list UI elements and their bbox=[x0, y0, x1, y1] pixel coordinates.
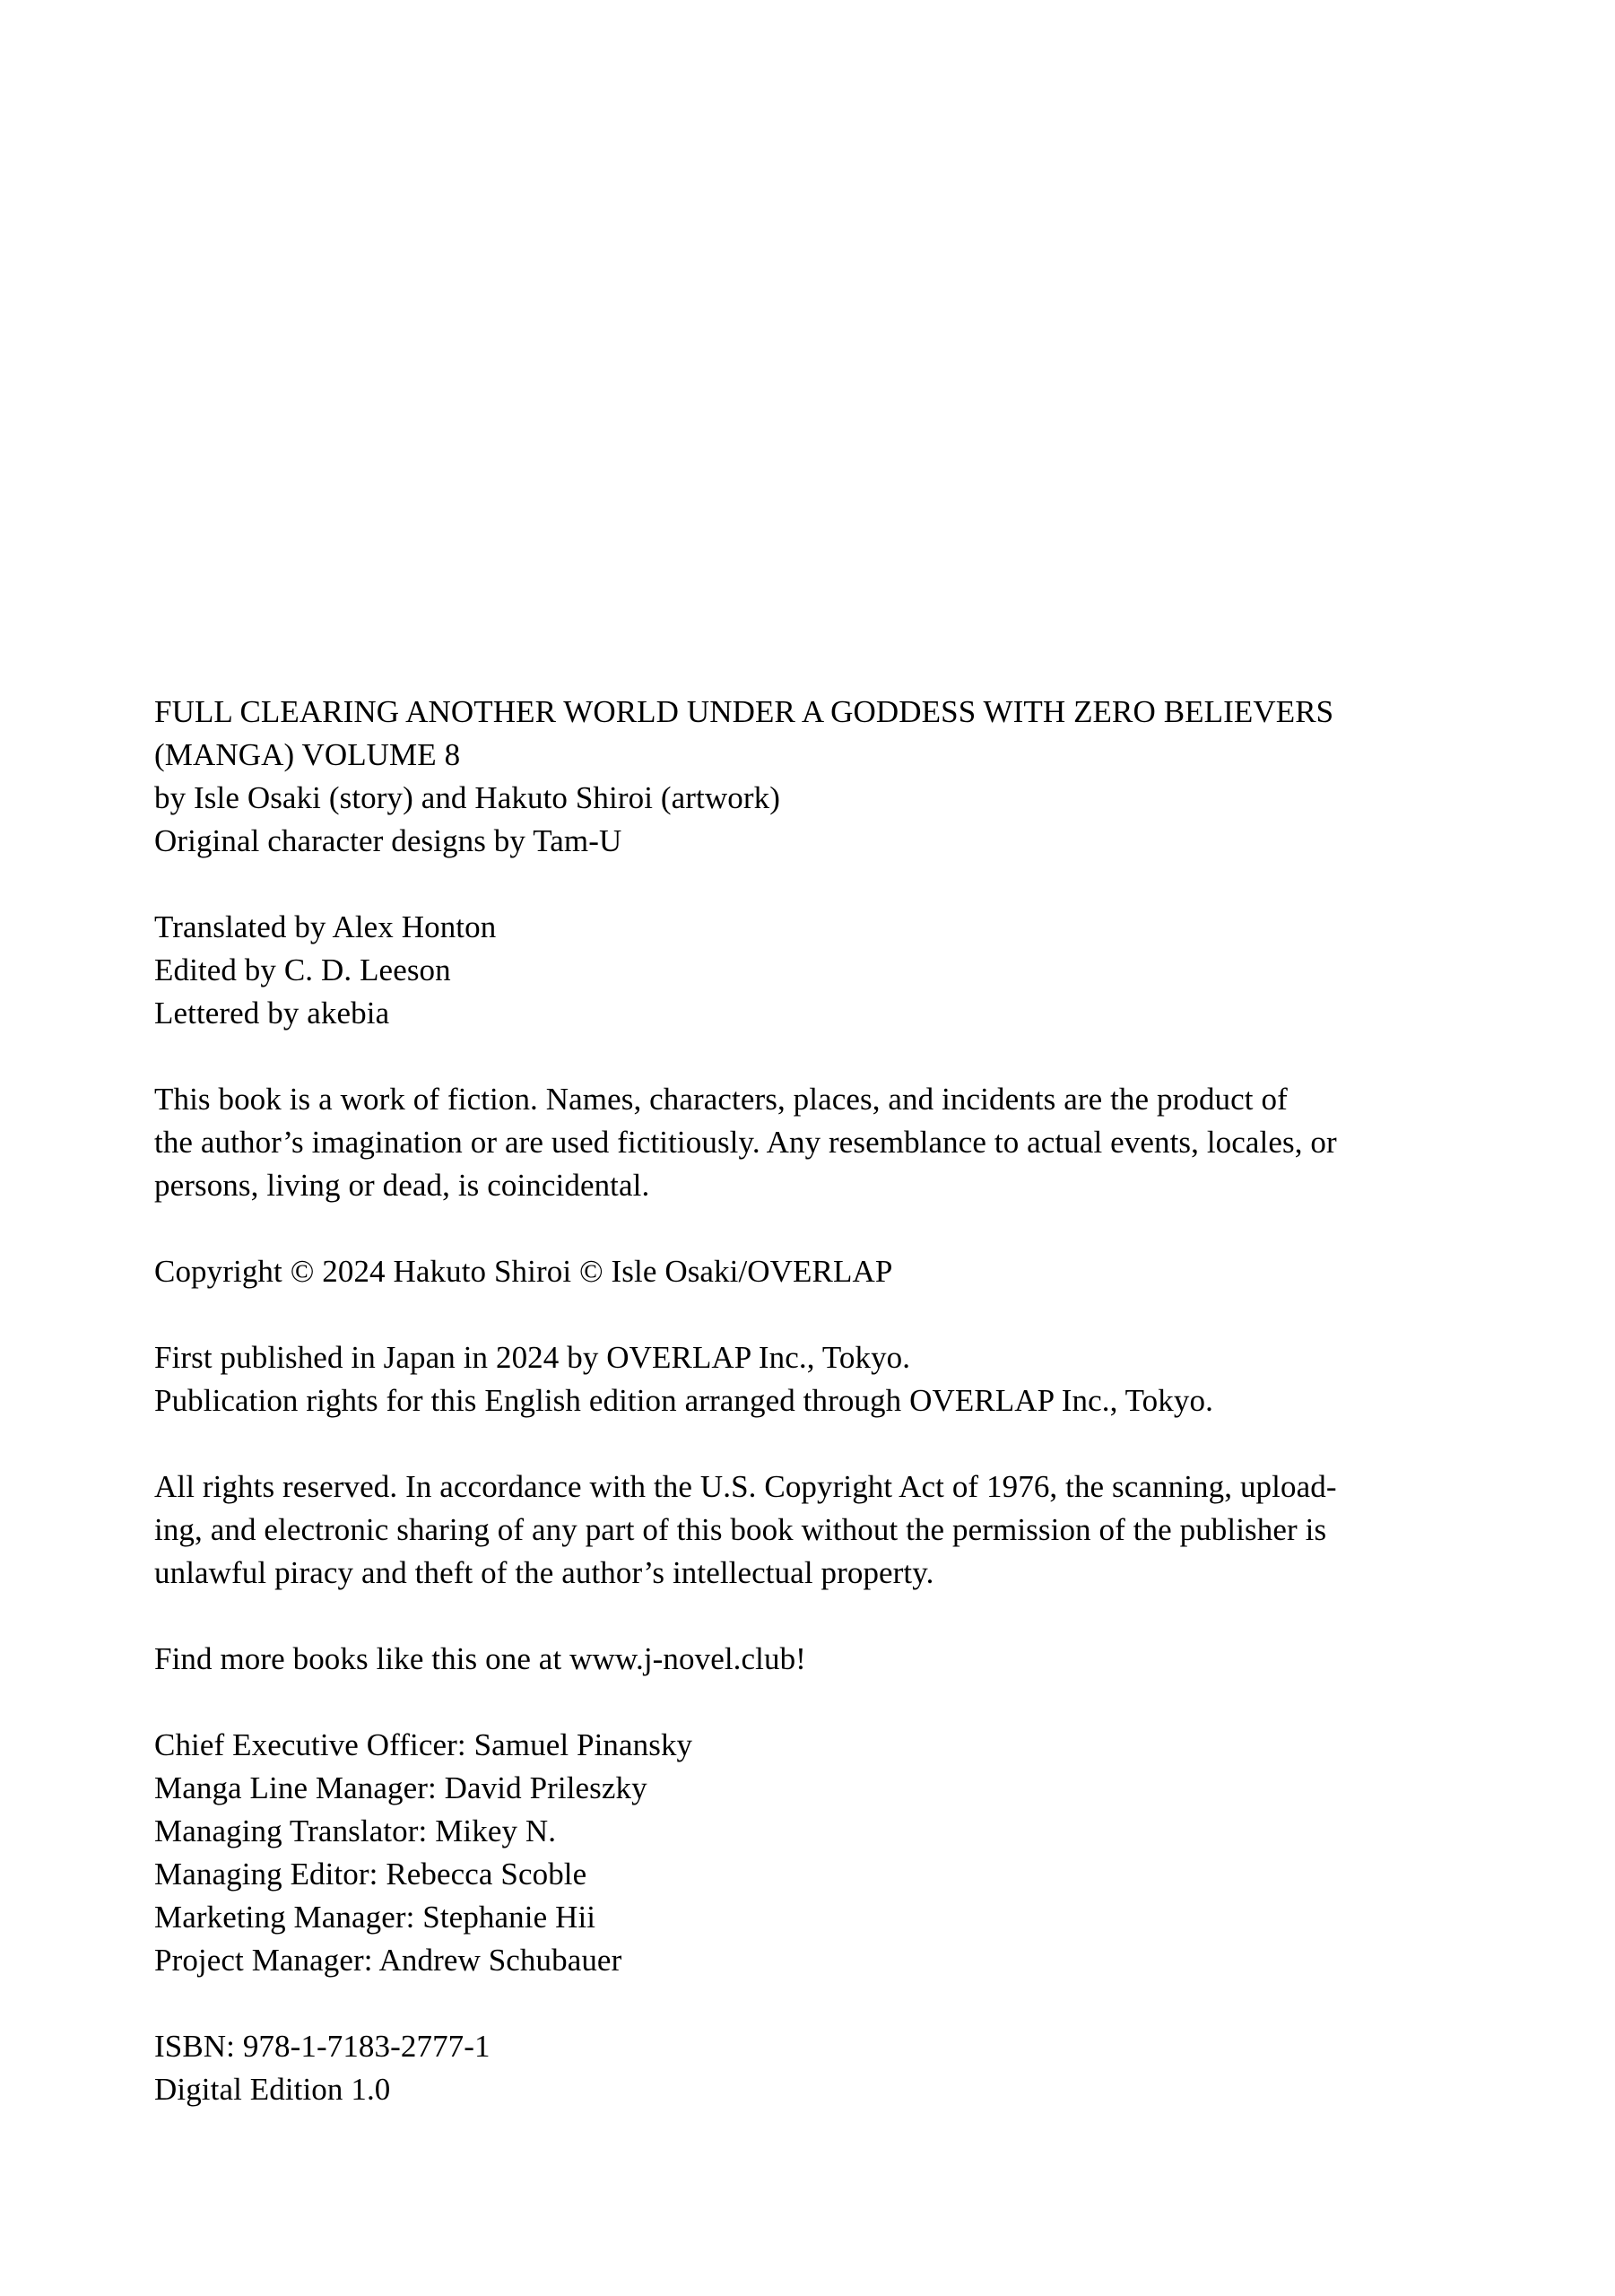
character-design-line: Original character designs by Tam-U bbox=[154, 823, 622, 858]
copyright-line: Copyright © 2024 Hakuto Shiroi © Isle Osaki/OVERLAP bbox=[154, 1254, 893, 1289]
disclaimer-line: the author’s imagination or are used fictitiously. Any resemblance to actual events, locales, or bbox=[154, 1125, 1337, 1160]
isbn-line: ISBN: 978-1-7183-2777-1 bbox=[154, 2029, 491, 2064]
book-title-block bbox=[154, 691, 1553, 863]
publication-rights-line: Publication rights for this English edition arranged through OVERLAP Inc., Tokyo. bbox=[154, 1383, 1213, 1418]
marketing-manager-line: Marketing Manager: Stephanie Hii bbox=[154, 1900, 596, 1935]
managing-editor-line: Managing Editor: Rebecca Scoble bbox=[154, 1857, 587, 1892]
book-title-line: FULL CLEARING ANOTHER WORLD UNDER A GODDESS WITH ZERO BELIEVERS bbox=[154, 694, 1334, 729]
book-author-line: by Isle Osaki (story) and Hakuto Shiroi (artwork) bbox=[154, 780, 780, 815]
editor-line: Edited by C. D. Leeson bbox=[154, 952, 451, 987]
manga-line-manager-line: Manga Line Manager: David Prileszky bbox=[154, 1770, 647, 1805]
project-manager-line: Project Manager: Andrew Schubauer bbox=[154, 1943, 622, 1978]
rights-line: unlawful piracy and theft of the author’s intellectual property. bbox=[154, 1555, 934, 1590]
colophon-text bbox=[154, 691, 1553, 2111]
fiction-disclaimer-block bbox=[154, 1078, 1553, 1207]
managing-translator-line: Managing Translator: Mikey N. bbox=[154, 1813, 557, 1848]
translator-line: Translated by Alex Honton bbox=[154, 909, 497, 944]
publication-block bbox=[154, 1336, 1553, 1422]
ceo-line: Chief Executive Officer: Samuel Pinansky bbox=[154, 1727, 693, 1762]
book-title-line: (MANGA) VOLUME 8 bbox=[154, 737, 461, 772]
rights-line: All rights reserved. In accordance with the U.S. Copyright Act of 1976, the scanning, upload- bbox=[154, 1469, 1337, 1504]
credits-block bbox=[154, 906, 1553, 1035]
find-more-line: Find more books like this one at www.j-novel.club! bbox=[154, 1641, 806, 1676]
rights-reserved-block bbox=[154, 1465, 1553, 1595]
find-more-block bbox=[154, 1638, 1553, 1681]
letterer-line: Lettered by akebia bbox=[154, 996, 390, 1031]
rights-line: ing, and electronic sharing of any part of this book without the permission of the publisher is bbox=[154, 1512, 1327, 1547]
first-published-line: First published in Japan in 2024 by OVERLAP Inc., Tokyo. bbox=[154, 1340, 911, 1375]
staff-block bbox=[154, 1724, 1553, 1982]
isbn-block bbox=[154, 2025, 1553, 2111]
disclaimer-line: This book is a work of fiction. Names, characters, places, and incidents are the product of bbox=[154, 1082, 1288, 1117]
digital-edition-line: Digital Edition 1.0 bbox=[154, 2072, 391, 2107]
disclaimer-line: persons, living or dead, is coincidental. bbox=[154, 1168, 650, 1203]
copyright-block bbox=[154, 1250, 1553, 1293]
